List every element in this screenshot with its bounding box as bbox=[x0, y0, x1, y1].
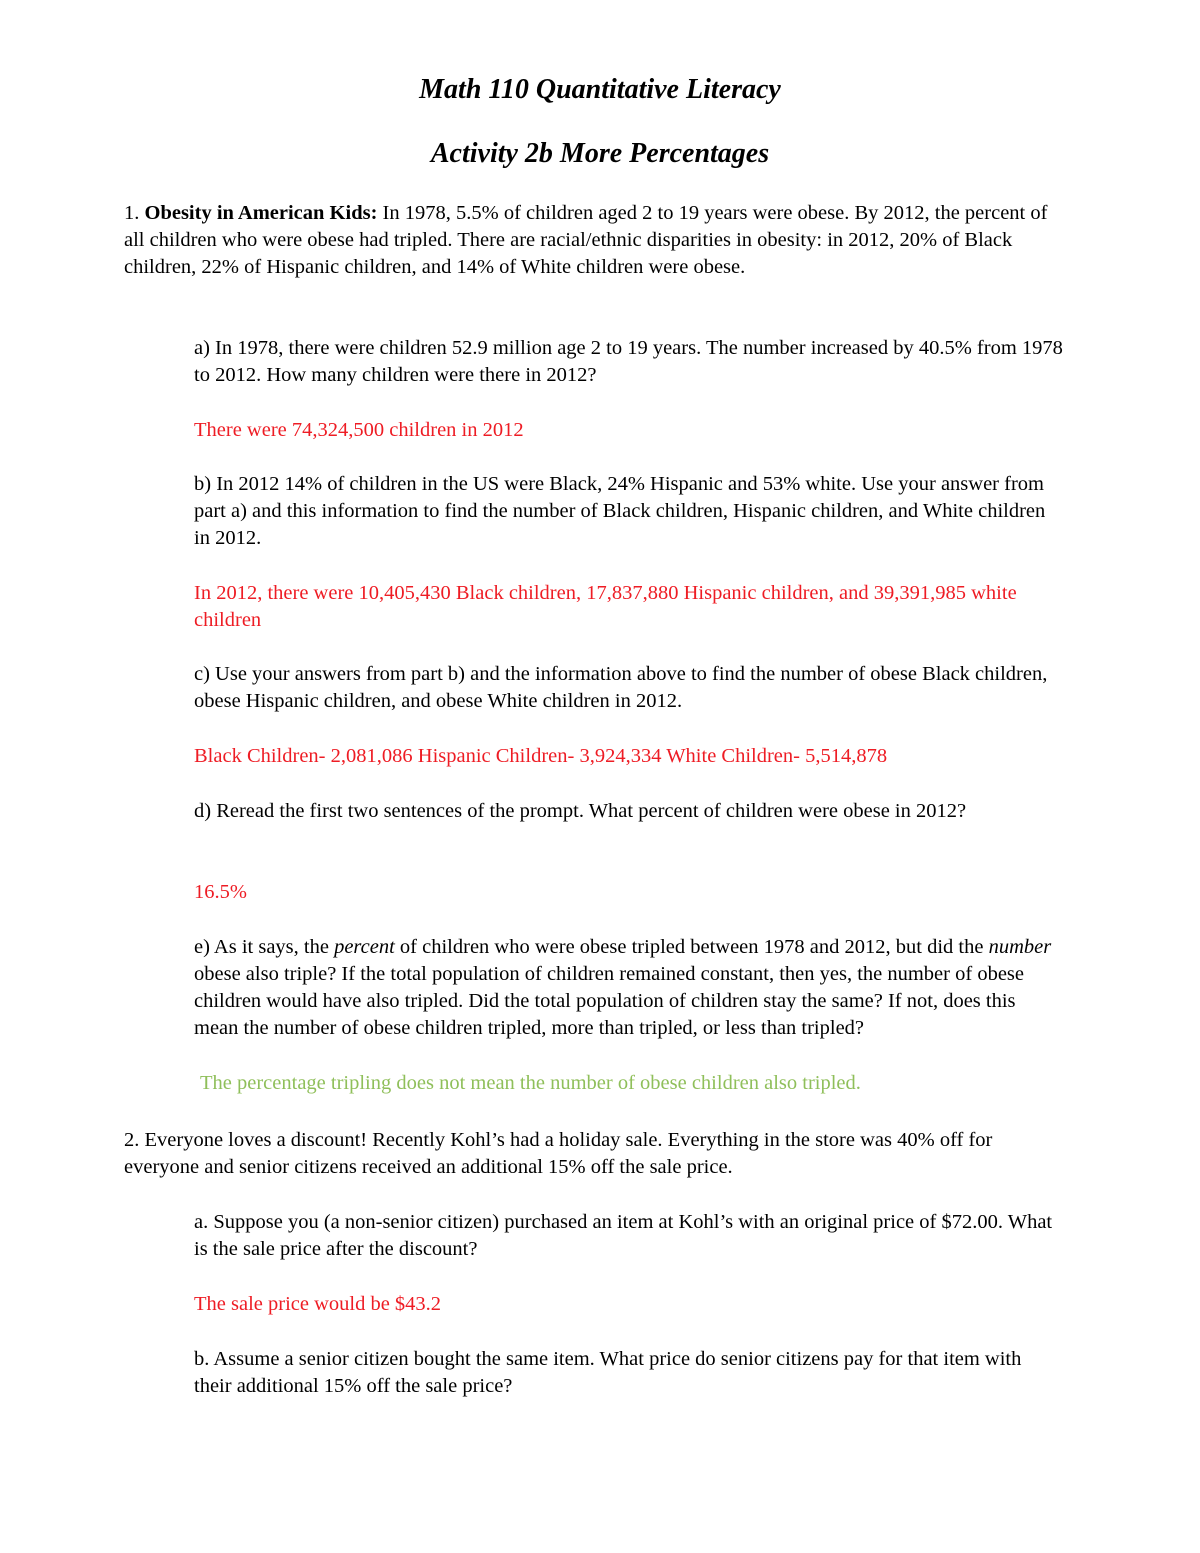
question-1e-part2: of children who were obese tripled between 1978 and 2012, but did the bbox=[394, 936, 989, 958]
problem-1-number: 1. bbox=[124, 202, 140, 224]
question-2a: a. Suppose you (a non-senior citizen) purchased an item at Kohl’s with an original price of $72.00. What is the sale price after the discount? bbox=[194, 1211, 1053, 1260]
answer-2a: The sale price would be $43.2 bbox=[194, 1293, 442, 1315]
answer-1c: Black Children- 2,081,086 Hispanic Children- 3,924,334 White Children- 5,514,878 bbox=[194, 745, 888, 767]
question-1c: c) Use your answers from part b) and the information above to find the number of obese Black children, obese Hispanic children, and obese White children in 2012. bbox=[194, 663, 1048, 712]
question-1e bbox=[194, 934, 1064, 1042]
question-1e-emphasis-number: number bbox=[988, 936, 1052, 958]
document-subtitle: Activity 2b More Percentages bbox=[430, 138, 770, 169]
question-1e-part3: obese also triple? If the total population of children remained constant, then yes, the number of obese children would have also tripled. Did the total population of children stay the same? If not, does this mean the number of obese children tripled, more than tripled, or less than tripled? bbox=[194, 963, 1024, 1039]
problem-1-prompt bbox=[124, 200, 1064, 281]
answer-1b: In 2012, there were 10,405,430 Black children, 17,837,880 Hispanic children, and 39,391,985 white children bbox=[194, 582, 1017, 631]
problem-1-heading: Obesity in American Kids: bbox=[144, 202, 378, 224]
answer-1e: The percentage tripling does not mean the number of obese children also tripled. bbox=[200, 1072, 861, 1094]
question-2b: b. Assume a senior citizen bought the same item. What price do senior citizens pay for that item with their additional 15% off the sale price? bbox=[194, 1348, 1022, 1397]
question-1a: a) In 1978, there were children 52.9 million age 2 to 19 years. The number increased by 40.5% from 1978 to 2012. How many children were there in 2012? bbox=[194, 337, 1063, 386]
problem-2-prompt: 2. Everyone loves a discount! Recently Kohl’s had a holiday sale. Everything in the store was 40% off for everyone and senior citizens received an additional 15% off the sale price. bbox=[124, 1129, 993, 1178]
question-1d: d) Reread the first two sentences of the prompt. What percent of children were obese in 2012? bbox=[194, 800, 967, 822]
question-1e-emphasis-percent: percent bbox=[334, 936, 395, 958]
answer-1a: There were 74,324,500 children in 2012 bbox=[194, 419, 524, 441]
answer-1d: 16.5% bbox=[194, 881, 247, 903]
question-1b: b) In 2012 14% of children in the US were Black, 24% Hispanic and 53% white. Use your answer from part a) and this information to find the number of Black children, Hispanic children, and White children in 2012. bbox=[194, 473, 1046, 549]
problem-1-text: In 1978, 5.5% of children aged 2 to 19 years were obese. By 2012, the percent of all children who were obese had tripled. There are racial/ethnic disparities in obesity: in 2012, 20% of Black children, 22% of Hispanic children, and 14% of White children were obese. bbox=[124, 202, 1048, 278]
document-title: Math 110 Quantitative Literacy bbox=[419, 74, 781, 105]
question-1e-part1: e) As it says, the bbox=[194, 936, 335, 958]
